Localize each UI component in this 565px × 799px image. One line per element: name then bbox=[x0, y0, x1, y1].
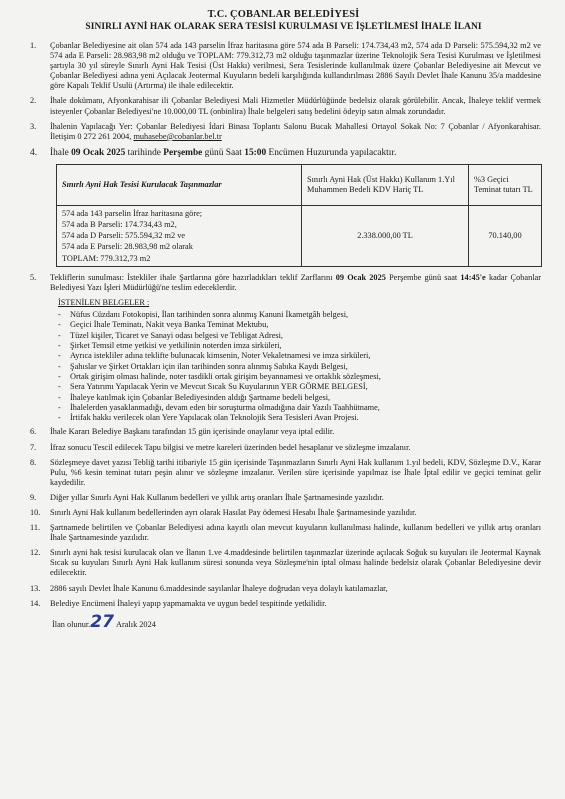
required-documents-title: İSTENİLEN BELGELER : bbox=[58, 298, 150, 308]
list-item: - İhaleye katılmak için Çobanlar Belediyesinden aldığı Şartname bedeli belgesi, bbox=[58, 393, 541, 403]
table-header-property: Sınırlı Ayni Hak Tesisi Kurulacak Taşınmazlar bbox=[57, 164, 302, 205]
table-header-price: Sınırlı Ayni Hak (Üst Hakkı) Kullanım 1.Yıl Muhammen Bedeli KDV Hariç TL bbox=[302, 164, 469, 205]
closing-line: İlan olunur.27 Aralık 2024 bbox=[52, 611, 156, 632]
handwritten-day: 27 bbox=[90, 611, 114, 632]
item-6: 6. İhale Kararı Belediye Başkanı tarafından 15 gün içerisinde onaylanır veya iptal edilir. bbox=[30, 427, 335, 437]
item-14: 14. Belediye Encümeni İhaleyi yapıp yapmamakta ve uygun bedel tespitinde yetkilidir. bbox=[30, 598, 327, 608]
auction-day: Perşembe bbox=[163, 147, 203, 158]
table-row bbox=[57, 205, 542, 266]
item-13: 13. 2886 sayılı Devlet İhale Kanunu 6.maddesinde sayılanlar İhaleye doğrudan veya dolaylı katılamazlar, bbox=[30, 583, 388, 593]
auction-date: 09 Ocak 2025 bbox=[71, 147, 126, 158]
property-cell: 574 ada 143 parselin İfraz haritasına göre; 574 ada B Parseli: 174.734,43 m2, 574 ada D Parseli: 575.594,32 m2 ve 574 ada E Parseli: 28.983,98 m2 olarak TOPLAM: 779.312,73 m2 bbox=[57, 205, 302, 266]
deposit-cell: 70.140,00 bbox=[469, 205, 542, 266]
email-link[interactable]: muhasebe@cobanlar.bel.tr bbox=[133, 131, 222, 141]
item-5: 5. Tekliflerin sunulması: İstekliler ihale Şartlarına göre hazırladıkları teklif Zarflarını 09 Ocak 2025 Perşembe günü saat 14:45'e kadar Çobanlar Belediyesi Yazı İşleri Müdürlüğü'ne teslim edeceklerdir. bbox=[30, 272, 541, 292]
item-9: 9. Diğer yıllar Sınırlı Ayni Hak Kullanım bedelleri ve yıllık artış oranları İhale Şartnamesinde yazılıdır. bbox=[30, 492, 384, 502]
list-item: - Sera Yatırımı Yapılacak Yerin ve Mevcut Sıcak Su Kuyularının YER GÖRME BELGESİ, bbox=[58, 382, 541, 392]
list-item: - İrtifak hakkı verilecek olan Yere Yapılacak olan Teknolojik Sera Tesisleri Avan Projesi. bbox=[58, 413, 541, 423]
item-11: 11. Şartnamede belirtilen ve Çobanlar Belediyesi adına kayıtlı olan mevcut kuyuların kullanılması halinde, kullanım bedelleri ve yıllık artış oranları İhale Şartnamesinde yazılıdır. bbox=[30, 523, 541, 543]
table-header-deposit: %3 Geçici Teminat tutarı TL bbox=[469, 164, 542, 205]
list-item: - Ortak girişim olması halinde, noter tasdikli ortak girişim beyannamesi ve ortaklık sözleşmesi, bbox=[58, 372, 541, 382]
item-4: 4. İhale 09 Ocak 2025 tarihinde Perşembe günü Saat 15:00 Encümen Huzurunda yapılacaktır. bbox=[30, 147, 397, 158]
item-2: 2. İhale dokümanı, Afyonkarahisar ili Çobanlar Belediyesi Mali Hizmetler Müdürlüğünde bedelsiz olarak görülebilir. Ancak, İhaleye teklif vermek isteyenler Çobanlar Belediyesi'ne 10.000,00 TL (onbinlira) İhale belgeleri satış bedelini ödeyip satın almak zorundadır. bbox=[30, 96, 541, 116]
list-item: - Şahıslar ve Şirket Ortakları için ilan tarihinden sonra alınmış Sabıka Kaydı Belgesi, bbox=[58, 362, 541, 372]
item-1: 1. Çobanlar Belediyesine ait olan 574 ada 143 parselin İfraz haritasına göre 574 ada B Parseli: 174.734,43 m2, 574 ada D Parseli: 575.594,32 m2 ve 574 ada E Parseli: 28.983,98 m2 olduğu ve TOPLAM: 779.312,73 m2 olduğu taşınmazlar üzerine Teknolojik Sera Tesisi Kurulması ve İşletilmesi şartıyla 30 yıl süreyle Sınırlı Ayni Hak Tesisi (Üst Hakkı) verilmesi, Sera Tesislerinde kullanılmak üzere Çobanlar Belediyesine ait Mevcut ve Çobanlar Belediyesi adına yeni Açılacak Jeotermal Kuyuların bedeli karşılığında kullandırılması 2886 Sayılı Devlet İhale Kanunu 35/a maddesine göre Kapalı Teklif Usulü (Artırma) ile ihale edilecektir. bbox=[30, 41, 541, 91]
auction-time: 15:00 bbox=[244, 147, 267, 158]
announcement-title: SINIRLI AYNİ HAK OLARAK SERA TESİSİ KURULMASI VE İŞLETİLMESİ İHALE İLANI bbox=[85, 22, 482, 32]
property-table bbox=[56, 164, 542, 267]
item-7: 7. İfraz sonucu Tescil edilecek Tapu bilgisi ve metre kareleri üzerinden bedel hesaplanır ve sözleşme imzalanır. bbox=[30, 442, 411, 452]
municipality-title: T.C. ÇOBANLAR BELEDİYESİ bbox=[207, 9, 360, 20]
price-cell: 2.338.000,00 TL bbox=[302, 205, 469, 266]
list-item: - Geçici İhale Teminatı, Nakit veya Banka Teminat Mektubu, bbox=[58, 320, 541, 330]
required-documents bbox=[50, 298, 541, 423]
list-item: - İhalelerden yasaklanmadığı, devam eden bir soruşturma olmadığına dair Yazılı Taahhütname, bbox=[58, 403, 541, 413]
item-3: 3. İhalenin Yapılacağı Yer: Çobanlar Belediyesi İdari Binası Toplantı Salonu Bucak Mahallesi Ortayol Sokak No: 7 Çobanlar / Afyonkarahisar. İletişim 0 272 261 2004, muhasebe@cobanlar.bel.tr bbox=[30, 121, 541, 141]
item-10: 10. Sınırlı Ayni Hak kullanım bedellerinden ayrı olarak Hasılat Pay ödemesi Hesabı İhale Şartnamesinde yazılıdır. bbox=[30, 507, 417, 517]
list-item: - Ayrıca istekliler adına teklifte bulunacak kimsenin, Noter Vekaletnamesi ve imza sirküleri, bbox=[58, 351, 541, 361]
list-item: - Şirket Temsil etme yetkisi ve yetkilinin noterden imza sirküleri, bbox=[58, 341, 541, 351]
list-item: - Nüfus Cüzdanı Fotokopisi, İlan tarihinden sonra alınmış Kanuni İkametgâh belgesi, bbox=[58, 310, 541, 320]
item-12: 12. Sınırlı ayni hak tesisi kurulacak olan ve İlanın 1.ve 4.maddesinde belirtilen taşınmazlar üzerinde açılacak Soğuk su kuyuları ile Jeotermal Kaynak Sıcak su kuyuları Sınırlı Ayni Hak kullanım süresi sonunda veya Sözleşme'nin iptal olması halinde bedelsiz olarak Çobanlar Belediyesine devir edilecektir. bbox=[30, 548, 541, 578]
list-item: - Tüzel kişiler, Ticaret ve Sanayi odası belgesi ve Tebligat Adresi, bbox=[58, 331, 541, 341]
item-8: 8. Sözleşmeye davet yazısı Tebliğ tarihi itibariyle 15 gün içerisinde Taşınmazların Sınırlı Ayni Hak kullanım 1.yıl bedeli, KDV, Sözleşme D.V., Karar Pulu, %6 kesin teminat tutarı peşin alınır ve sözleşme imzalanır. Verilen süre içerisinde yapılmaz ise İhale İptal edilir ve geçici teminat gelir kaydedilir. bbox=[30, 457, 541, 487]
